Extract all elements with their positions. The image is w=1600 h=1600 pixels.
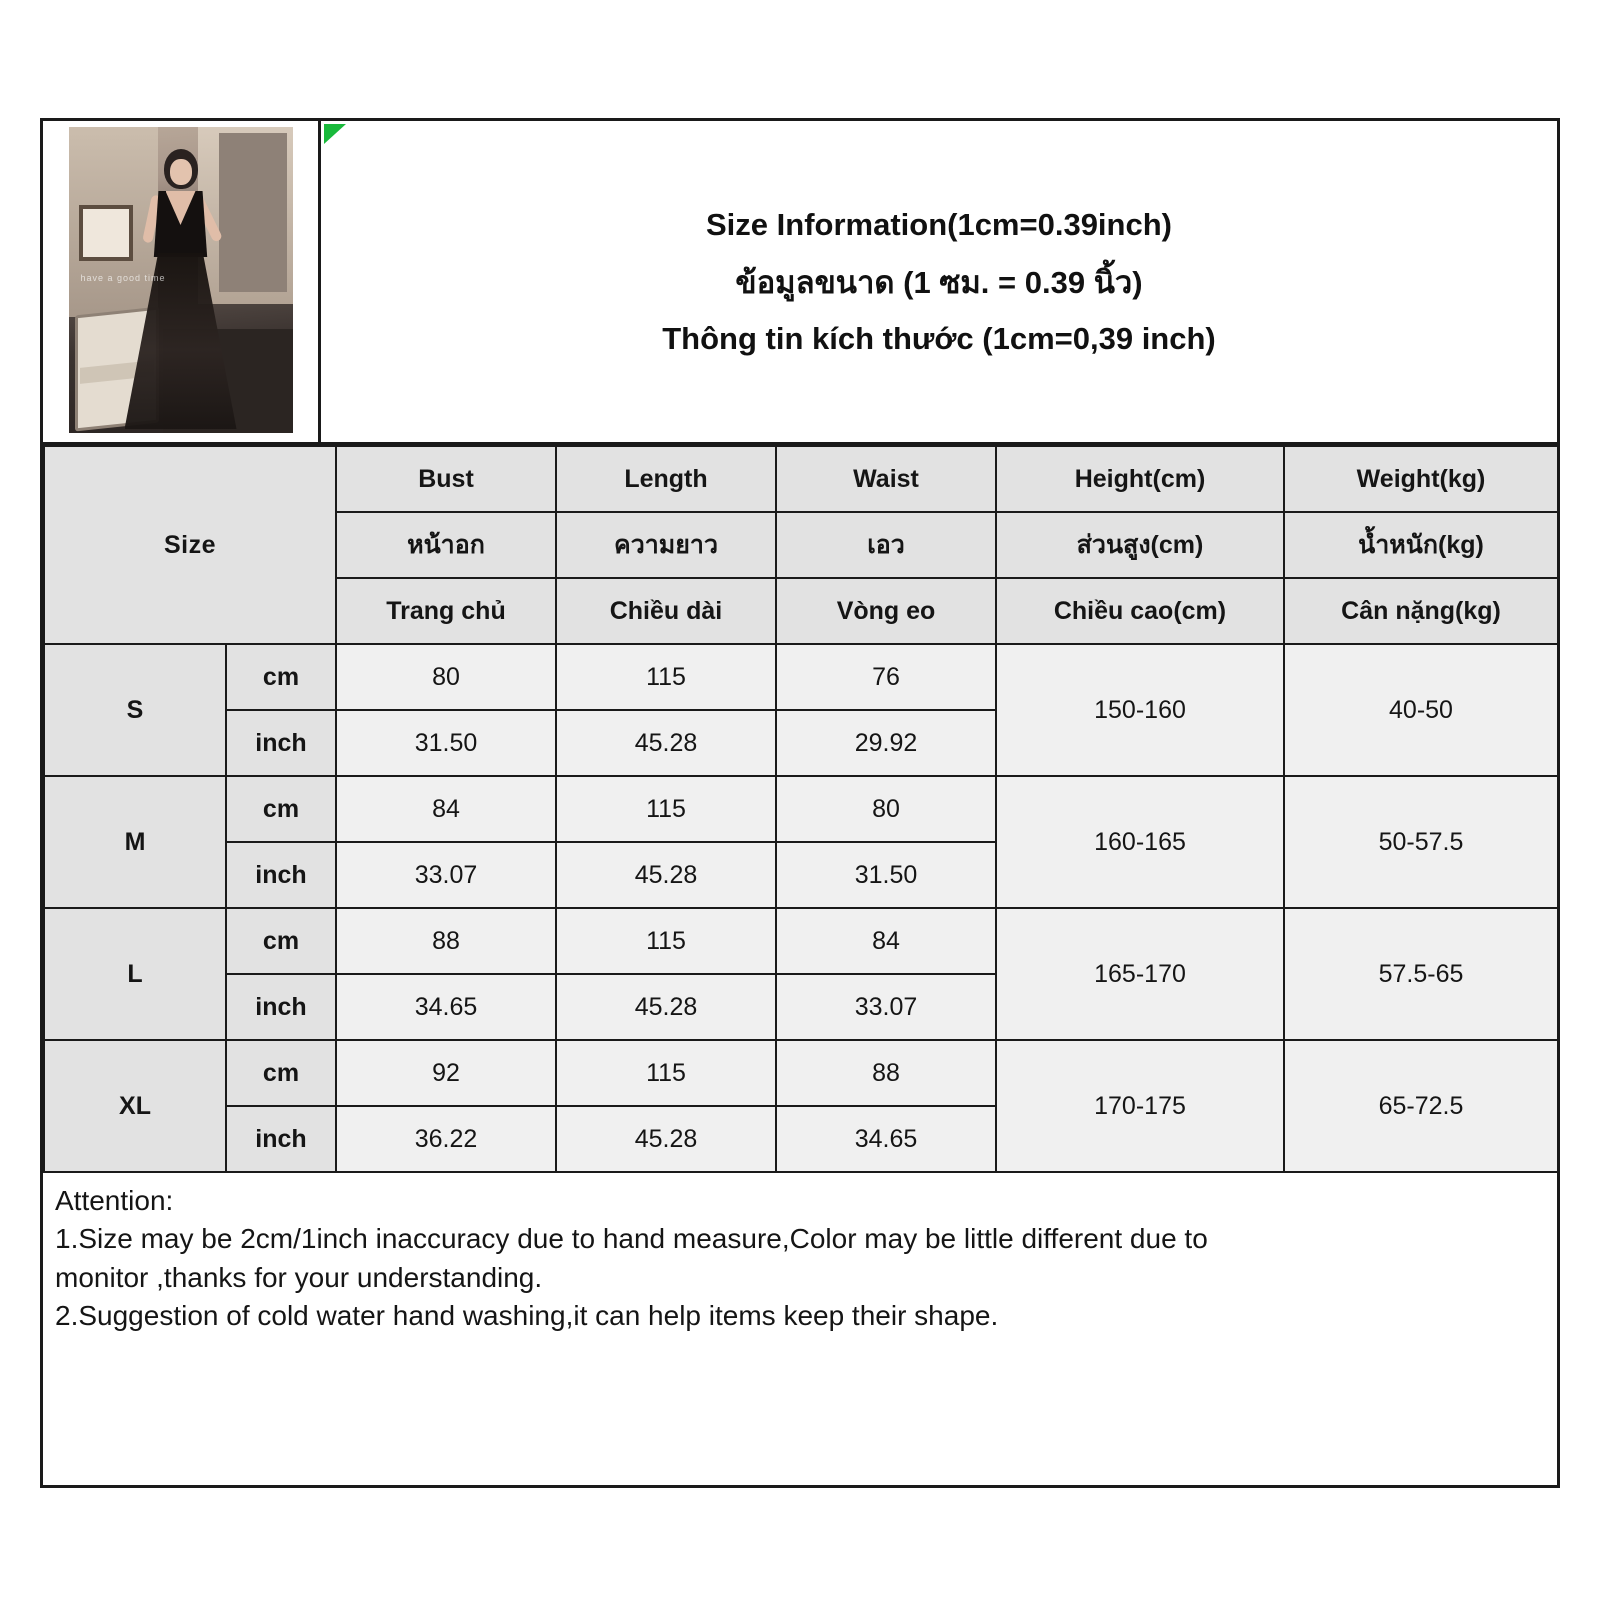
- unit-cell-inch: inch: [226, 710, 336, 776]
- title-thai: ข้อมูลขนาด (1 ซม. = 0.39 นิ้ว): [735, 264, 1143, 300]
- attention-line-1: 1.Size may be 2cm/1inch inaccuracy due to hand measure,Color may be little different due to: [55, 1223, 1208, 1255]
- photo-model: [135, 149, 227, 429]
- s-cm-length: 115: [556, 644, 776, 710]
- s-inch-waist: 29.92: [776, 710, 996, 776]
- size-chart-sheet: [40, 118, 1560, 1488]
- title-english: Size Information(1cm=0.39inch): [706, 206, 1172, 242]
- l-inch-waist: 33.07: [776, 974, 996, 1040]
- xl-cm-bust: 92: [336, 1040, 556, 1106]
- header-bust-th: หน้าอก: [336, 512, 556, 578]
- header-height-en: Height(cm): [996, 446, 1284, 512]
- m-weight: 50-57.5: [1284, 776, 1558, 908]
- photo-model-face: [170, 159, 192, 185]
- header-bust-en: Bust: [336, 446, 556, 512]
- unit-cell-cm: cm: [226, 908, 336, 974]
- photo-door: [219, 133, 286, 292]
- m-height: 160-165: [996, 776, 1284, 908]
- header-length-en: Length: [556, 446, 776, 512]
- table-row: [44, 644, 1558, 710]
- header-height-th: ส่วนสูง(cm): [996, 512, 1284, 578]
- l-inch-bust: 34.65: [336, 974, 556, 1040]
- header-waist-en: Waist: [776, 446, 996, 512]
- m-inch-bust: 33.07: [336, 842, 556, 908]
- l-cm-bust: 88: [336, 908, 556, 974]
- unit-cell-inch: inch: [226, 842, 336, 908]
- table-row: [44, 776, 1558, 842]
- header-bust-vi: Trang chủ: [336, 578, 556, 644]
- header-height-vi: Chiều cao(cm): [996, 578, 1284, 644]
- xl-inch-length: 45.28: [556, 1106, 776, 1172]
- unit-cell-inch: inch: [226, 1106, 336, 1172]
- header-waist-th: เอว: [776, 512, 996, 578]
- s-cm-waist: 76: [776, 644, 996, 710]
- xl-weight: 65-72.5: [1284, 1040, 1558, 1172]
- header-length-vi: Chiều dài: [556, 578, 776, 644]
- xl-height: 170-175: [996, 1040, 1284, 1172]
- l-cm-waist: 84: [776, 908, 996, 974]
- m-cm-bust: 84: [336, 776, 556, 842]
- xl-cm-length: 115: [556, 1040, 776, 1106]
- size-table: [43, 445, 1559, 1173]
- header-weight-en: Weight(kg): [1284, 446, 1558, 512]
- photo-watermark: have a good time: [80, 273, 166, 283]
- title-vietnamese: Thông tin kích thước (1cm=0,39 inch): [662, 320, 1216, 356]
- size-cell-xl: XL: [44, 1040, 226, 1172]
- l-height: 165-170: [996, 908, 1284, 1040]
- header-band: [43, 121, 1557, 445]
- l-cm-length: 115: [556, 908, 776, 974]
- header-size-label: Size: [44, 446, 336, 644]
- s-inch-length: 45.28: [556, 710, 776, 776]
- m-inch-length: 45.28: [556, 842, 776, 908]
- title-block: [321, 121, 1557, 442]
- attention-heading: Attention:: [55, 1185, 174, 1216]
- s-weight: 40-50: [1284, 644, 1558, 776]
- l-inch-length: 45.28: [556, 974, 776, 1040]
- header-length-th: ความยาว: [556, 512, 776, 578]
- xl-inch-bust: 36.22: [336, 1106, 556, 1172]
- header-weight-vi: Cân nặng(kg): [1284, 578, 1558, 644]
- table-row: [44, 1040, 1558, 1106]
- photo-picture-frame: [79, 205, 133, 261]
- unit-cell-cm: cm: [226, 1040, 336, 1106]
- xl-inch-waist: 34.65: [776, 1106, 996, 1172]
- s-cm-bust: 80: [336, 644, 556, 710]
- size-cell-l: L: [44, 908, 226, 1040]
- header-waist-vi: Vòng eo: [776, 578, 996, 644]
- m-inch-waist: 31.50: [776, 842, 996, 908]
- unit-cell-inch: inch: [226, 974, 336, 1040]
- xl-cm-waist: 88: [776, 1040, 996, 1106]
- s-height: 150-160: [996, 644, 1284, 776]
- attention-block: [43, 1173, 1557, 1485]
- attention-line-2: monitor ,thanks for your understanding.: [55, 1261, 543, 1293]
- l-weight: 57.5-65: [1284, 908, 1558, 1040]
- attention-line-3: 2.Suggestion of cold water hand washing,it can help items keep their shape.: [55, 1300, 999, 1332]
- product-photo: [69, 127, 293, 433]
- m-cm-length: 115: [556, 776, 776, 842]
- table-header-row-en: [44, 446, 1558, 512]
- s-inch-bust: 31.50: [336, 710, 556, 776]
- green-corner-marker: [324, 124, 346, 144]
- unit-cell-cm: cm: [226, 644, 336, 710]
- table-row: [44, 908, 1558, 974]
- m-cm-waist: 80: [776, 776, 996, 842]
- product-photo-cell: [43, 121, 321, 442]
- size-cell-m: M: [44, 776, 226, 908]
- header-weight-th: น้ำหนัก(kg): [1284, 512, 1558, 578]
- unit-cell-cm: cm: [226, 776, 336, 842]
- size-cell-s: S: [44, 644, 226, 776]
